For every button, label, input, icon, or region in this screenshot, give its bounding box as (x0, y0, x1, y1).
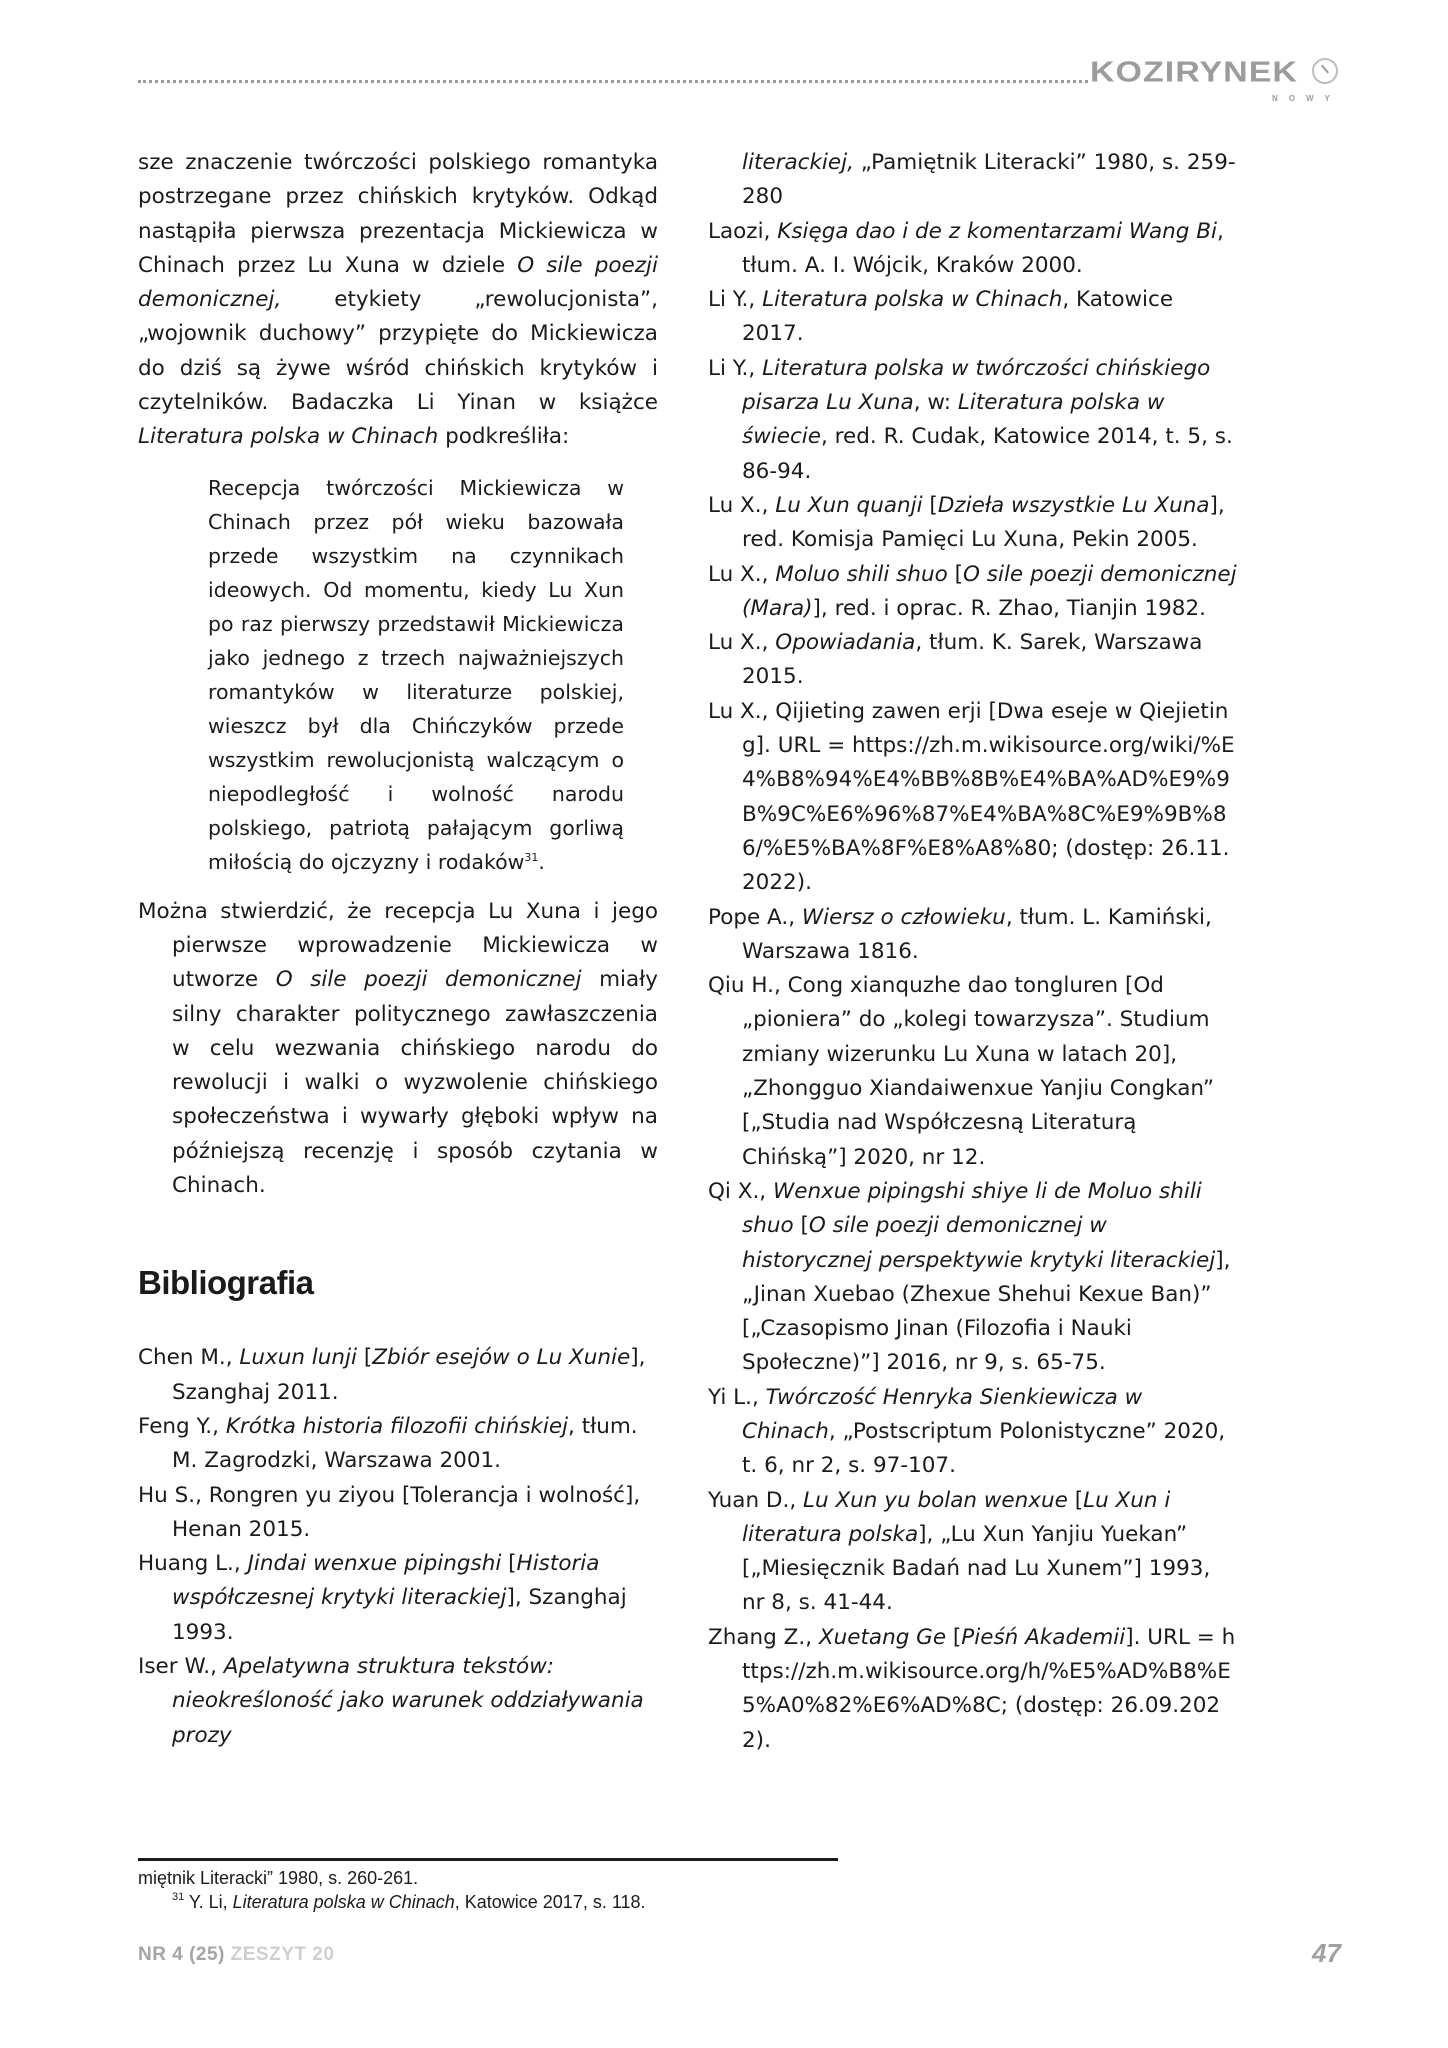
bib-url-link[interactable]: ]. URL = https://zh.m.wikisource.org/h/%E5%AD%B8%E5%A0%82%E6%AD%8C; (dostęp: 26.09.2022). (742, 1624, 1236, 1753)
footnote-separator (138, 1858, 838, 1861)
intro-paragraph: sze znaczenie twórczości polskiego romantyka postrzegane przez chińskich krytyków. Odkąd nastąpiła pierwsza prezentacja Mickiewicza w Chinach przez Lu Xuna w dziele O sile poezji demonicznej, etykiety „rewolucjonista”, „wojownik duchowy” przypięte do Mickiewicza do dziś są żywe wśród chińskich krytyków i czytelników. Badaczka Li Yinan w książce Literatura polska w Chinach podkreśliła: (138, 150, 658, 450)
logo-subtext: NOWY (1272, 94, 1341, 103)
bib-entry: Qi X., Wenxue pipingshi shiye li de Moluo shili shuo [O sile poezji demonicznej w historycznej perspektywie krytyki literackiej], „Jinan Xuebao (Zhexue Shehui Kexue Ban)” [„Czasopismo Jinan (Filozofia i Nauki Społeczne)”] 2016, nr 9, s. 65-75. (708, 1178, 1231, 1376)
left-column (138, 146, 658, 1753)
footnote-31: $^{31}$ Y. Li, Literatura polska w Chinach, Katowice 2017, s. 118. (172, 1891, 646, 1912)
footnote-number: 31 (172, 1891, 185, 1903)
bib-entry: Chen M., Luxun lunji [Zbiór esejów o Lu Xunie], Szanghaj 2011. (138, 1345, 646, 1405)
journal-logo (1090, 52, 1341, 103)
footnotes (138, 1866, 1038, 1914)
bib-entry: Feng Y., Krótka historia filozofii chińskiej, tłum. M. Zagrodzki, Warszawa 2001. (138, 1413, 638, 1474)
header-dotted-rule (138, 80, 1088, 83)
bibliography-list-left (138, 1341, 658, 1753)
block-quote: Recepcja twórczości Mickiewicza w Chinach przez pół wieku bazowała przede wszystkim na czynnikach ideowych. Od momentu, kiedy Lu Xun po raz pierwszy przedstawił Mickiewicza jako jednego z trzech najważniejszych romantyków w literaturze polskiej, wieszcz był dla Chińczyków przede wszystkim rewolucjonistą walczącym o niepodległość i wolność narodu polskiego, patriotą pałającym gorliwą miłością do ojczyzny i rodaków$^{31}$. (208, 475, 624, 874)
bib-entry: Qiu H., Cong xianquzhe dao tongluren [Od „pioniera” do „kolegi towarzysza”. Studium zmiany wizerunku Lu Xuna w latach 20], „Zhongguo Xiandaiwenxue Yanjiu Congkan” [„Studia nad Współczesną Literaturą Chińską”] 2020, nr 12. (708, 973, 1214, 1170)
work-title: O sile poezji demonicznej (275, 967, 582, 993)
work-title: O sile poezji demonicznej, (138, 252, 658, 313)
right-column (708, 146, 1238, 1758)
bib-entry: Pope A., Wiersz o człowieku, tłum. L. Kamiński, Warszawa 1816. (708, 904, 1212, 964)
issue-zeszyt: ZESZYT 20 (230, 1944, 335, 1965)
logo-wordmark: KOZIRYNEK (1090, 55, 1298, 89)
bib-url-link[interactable]: Qijieting zawen erji [Dwa eseje w Qiejieting]. URL = https://zh.m.wikisource.org/wiki/%E4%B8%94%E4%BB%8B%E4%BA%AD%E9%9B%9C%E6%96%87%E4%BA%8C%E9%9B%86/%E5%BA%8F%E8%A8%80; (dostęp: 26.11.2022). (742, 698, 1235, 896)
bib-entry: Lu X., Moluo shili shuo [O sile poezji demonicznej (Mara)], red. i oprac. R. Zhao, Tianjin 1982. (708, 561, 1237, 621)
footnote-continued: miętnik Literacki” 1980, s. 260-261. (138, 1868, 419, 1888)
bib-entry-with-url: Zhang Z., Xuetang Ge [Pieśń Akademii]. URL = https://zh.m.wikisource.org/h/%E5%AD%B8%E5%A0%82%E6%AD%8C; (dostęp: 26.09.2022). (708, 1624, 1236, 1753)
bib-entry: Huang L., Jindai wenxue pipingshi [Historia współczesnej krytyki literackiej], Szanghaj 1993. (138, 1551, 627, 1645)
bibliography-heading: Bibliografia (138, 1264, 314, 1302)
bib-entry: Yi L., Twórczość Henryka Sienkiewicza w Chinach, „Postscriptum Polonistyczne” 2020, t. 6, nr 2, s. 97-107. (708, 1384, 1226, 1479)
footnote-ref-31[interactable]: 31 (524, 850, 539, 864)
bib-entry: Lu X., Opowiadania, tłum. K. Sarek, Warszawa 2015. (708, 630, 1203, 690)
conclusion-paragraph: Można stwierdzić, że recepcja Lu Xuna i jego pierwsze wprowadzenie Mickiewicza w utworze O sile poezji demonicznej miały silny charakter politycznego zawłaszczenia w celu wezwania chińskiego narodu do rewolucji i walki o wyzwolenie chińskiego społeczeństwa i wywarły głęboki wpływ na późniejszą recenzję i sposób czytania w Chinach. (138, 898, 658, 1199)
bib-entry: Hu S., Rongren yu ziyou [Tolerancja i wolność], Henan 2015. (138, 1482, 641, 1542)
bib-entry: Li Y., Literatura polska w Chinach, Katowice 2017. (708, 287, 1174, 347)
book-title: Literatura polska w Chinach (138, 424, 439, 450)
logo-emblem-icon (1312, 58, 1338, 84)
issue-number: NR 4 (25) (138, 1944, 225, 1965)
bib-entry-with-url: Lu X., Qijieting zawen erji [Dwa eseje w Qiejieting]. URL = https://zh.m.wikisource.org/wiki/%E4%B8%94%E4%BB%8B%E4%BA%AD%E9%9B%9C%E6%96%87%E4%BA%8C%E9%9B%86/%E5%BA%8F%E8%A8%80; (dostęp: 26.11.2022). (708, 698, 1235, 896)
bib-entry: Iser W., Apelatywna struktura tekstów: nieokreśloność jako warunek oddziaływania prozy (138, 1654, 644, 1748)
bib-entry: Yuan D., Lu Xun yu bolan wenxue [Lu Xun i literatura polska], „Lu Xun Yanjiu Yuekan” [„Miesięcznik Badań nad Lu Xunem”] 1993, nr 8, s. 41-44. (708, 1487, 1211, 1616)
issue-info (138, 1944, 334, 1966)
page-number: 47 (1312, 1938, 1341, 1968)
bib-entry: Li Y., Literatura polska w twórczości chińskiego pisarza Lu Xuna, w: Literatura polska w świecie, red. R. Cudak, Katowice 2014, t. 5, s. 86-94. (708, 355, 1233, 484)
bib-entry-continuation: literackiej, „Pamiętnik Literacki” 1980, s. 259-280 (742, 150, 1236, 210)
bib-entry: Lu X., Lu Xun quanji [Dzieła wszystkie Lu Xuna], red. Komisja Pamięci Lu Xuna, Pekin 2005. (708, 492, 1225, 553)
bib-entry: Laozi, Księga dao i de z komentarzami Wang Bi, tłum. A. I. Wójcik, Kraków 2000. (708, 218, 1224, 278)
